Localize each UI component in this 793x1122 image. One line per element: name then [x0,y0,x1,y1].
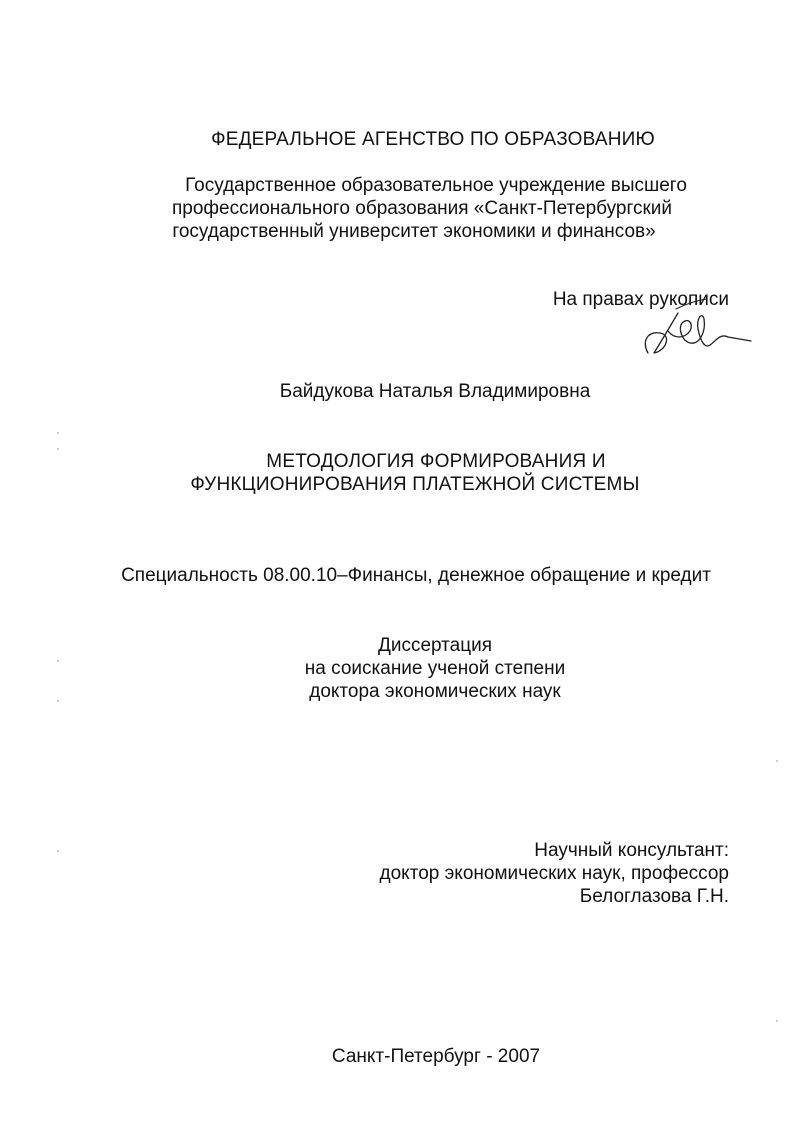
manuscript-note: На правах рукописи [552,289,729,310]
consultant-name: Белоглазова Г.Н. [579,886,729,907]
institution-line-2: профессионального образования «Санкт-Петербургский [171,198,673,219]
handwritten-signature [638,293,753,363]
dissertation-line-2: на соискание ученой степени [304,658,566,679]
scan-speck [57,448,59,450]
specialty: Специальность 08.00.10–Финансы, денежное обращение и кредит [121,565,711,586]
scan-speck [57,660,59,662]
scan-speck [776,1020,778,1022]
author-name: Байдукова Наталья Владимировна [279,381,591,402]
consultant-degree: доктор экономических наук, профессор [379,863,729,884]
city-year: Санкт-Петербург - 2007 [331,1046,541,1067]
dissertation-line-1: Диссертация [377,635,493,656]
title-line-1: МЕТОДОЛОГИЯ ФОРМИРОВАНИЯ И [266,451,606,472]
title-line-2: ФУНКЦИОНИРОВАНИЯ ПЛАТЕЖНОЙ СИСТЕМЫ [190,474,640,495]
scan-speck [57,432,59,434]
agency-heading: ФЕДЕРАЛЬНОЕ АГЕНСТВО ПО ОБРАЗОВАНИЮ [211,129,655,150]
scan-speck [57,700,59,702]
institution-line-1: Государственное образовательное учреждение высшего [185,175,687,196]
institution-line-3: государственный университет экономики и финансов» [172,221,656,242]
consultant-label: Научный консультант: [534,840,729,861]
scan-speck [776,760,778,762]
scan-speck [57,850,59,852]
dissertation-line-3: доктора экономических наук [309,681,561,702]
